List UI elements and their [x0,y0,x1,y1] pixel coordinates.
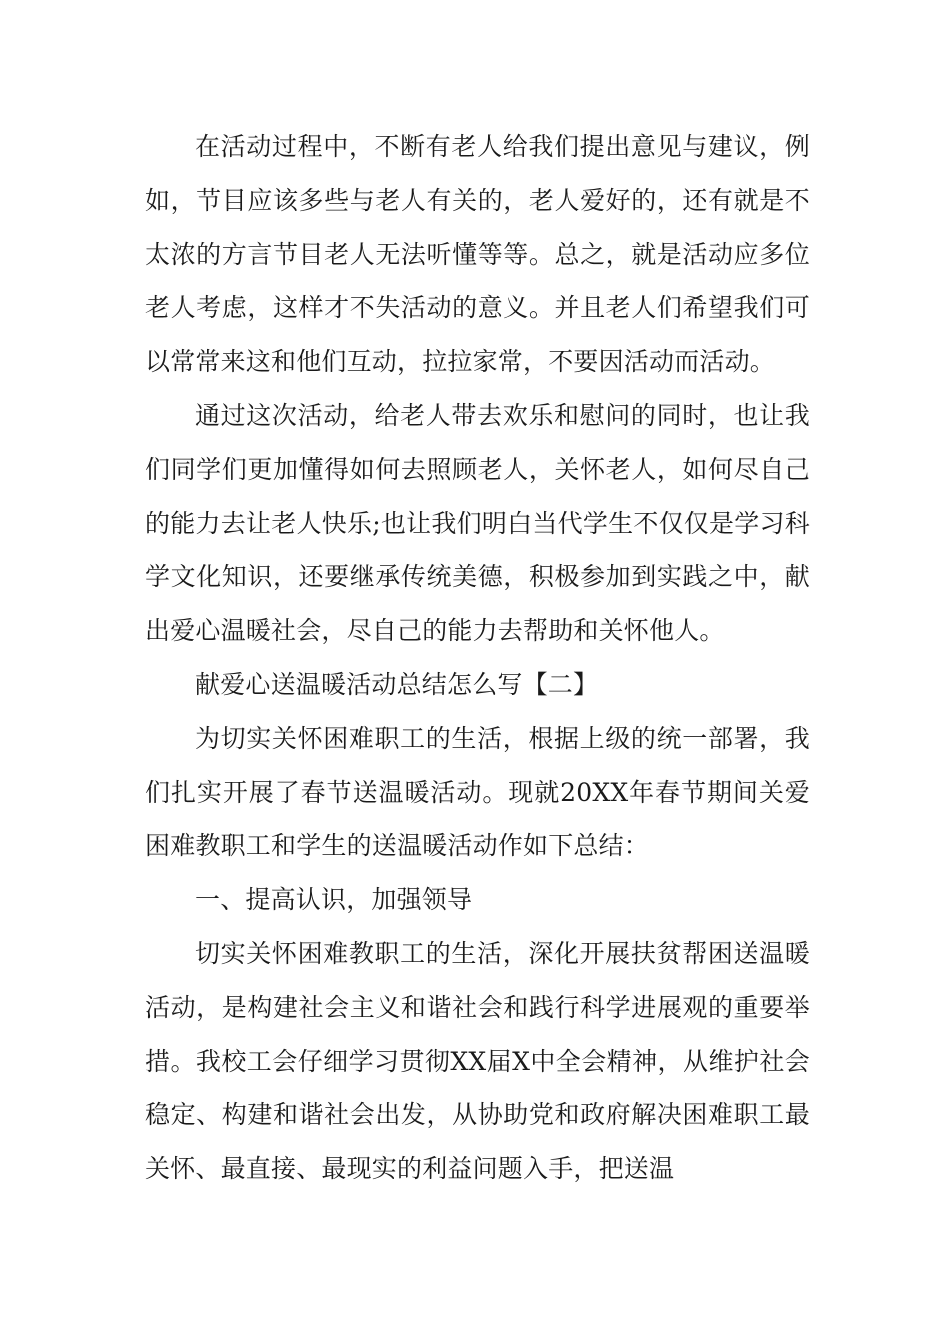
paragraph-reflection: 通过这次活动，给老人带去欢乐和慰问的同时，也让我们同学们更加懂得如何去照顾老人，关怀老人，如何尽自己的能力去让老人快乐;也让我们明白当代学生不仅仅是学习科学文化知识，还要继承传统美德，积极参加到实践之中，献出爱心温暖社会，尽自己的能力去帮助和关怀他人。 [145,400,810,646]
subsection-heading: 一、提高认识，加强领导 [195,885,473,915]
paragraph-details: 切实关怀困难教职工的生活，深化开展扶贫帮困送温暖活动，是构建社会主义和谐社会和践行科学进展观的重要举措。我校工会仔细学习贯彻XX届X中全会精神，从维护社会稳定、构建和谐社会出发，从协助党和政府解决困难职工最关怀、最直接、最现实的利益问题入手，把送温 [145,938,810,1184]
paragraph-intro: 为切实关怀困难职工的生活，根据上级的统一部署，我们扎实开展了春节送温暖活动。现就20XX年春节期间关爱困难教职工和学生的送温暖活动作如下总结： [145,723,810,861]
section-title: 献爱心送温暖活动总结怎么写【二】 [195,669,599,699]
document-body [145,120,810,1196]
paragraph-feedback: 在活动过程中，不断有老人给我们提出意见与建议，例如，节目应该多些与老人有关的，老人爱好的，还有就是不太浓的方言节目老人无法听懂等等。总之，就是活动应多位老人考虑，这样才不失活动的意义。并且老人们希望我们可以常常来这和他们互动，拉拉家常，不要因活动而活动。 [145,132,810,377]
